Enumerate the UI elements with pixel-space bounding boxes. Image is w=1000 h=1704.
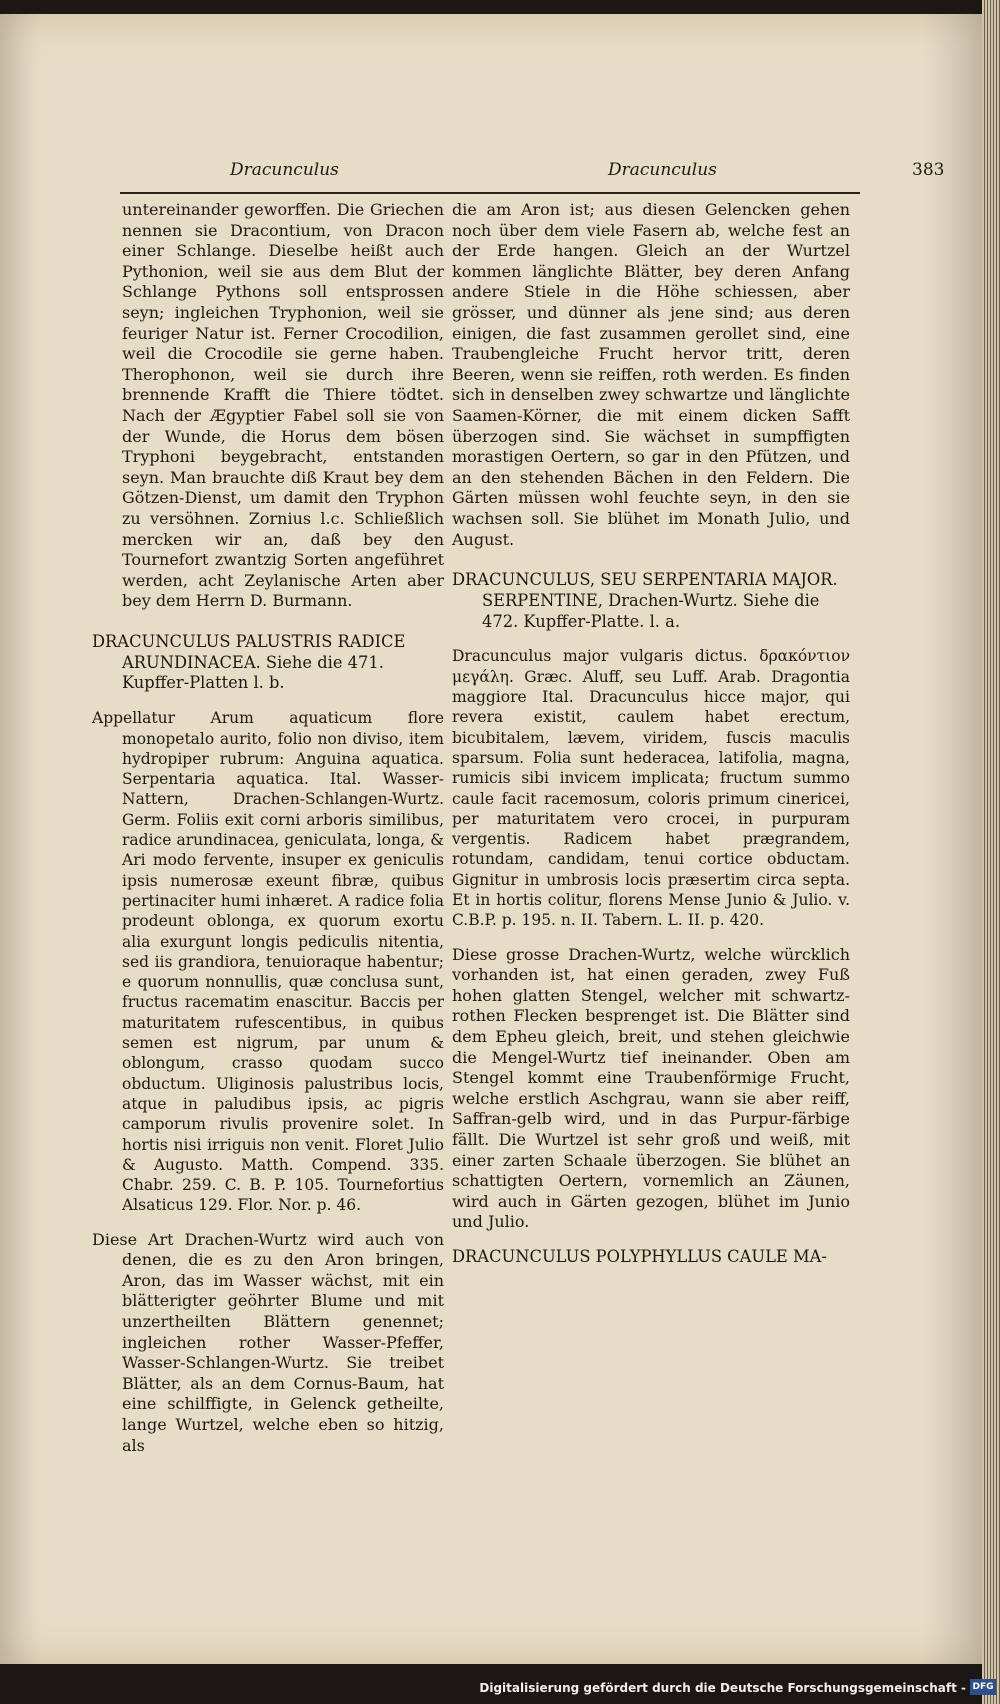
book-page: [0, 14, 982, 1664]
page-number: 383: [912, 160, 945, 180]
right-column: [452, 200, 850, 1268]
page-edge: [982, 0, 1000, 1704]
footer-credit: Digitalisierung gefördert durch die Deutsche Forschungsgemeinschaft -: [479, 1681, 966, 1695]
header-left-title: Dracunculus: [230, 160, 339, 180]
dfg-logo-icon: DFG: [970, 1679, 996, 1695]
left-continuation-text: untereinander geworffen. Die Griechen nennen sie Dracontium, von Dracon einer Schlange. Dieselbe heißt auch Pythonion, weil sie aus dem Blut der Schlange Pythons soll entsprossen seyn; ingleichen Tryphonion, weil sie feuriger Natur ist. Ferner Crocodilion, weil die Crocodile sie gerne haben. Therophonon, weil sie durch ihre brennende Krafft die Thiere tödtet. Nach der Ægyptier Fabel soll sie von der Wunde, die Horus dem bösen Tryphoni beygebracht, entstanden seyn. Man brauchte diß Kraut bey dem Götzen-Dienst, um damit den Tryphon zu versöhnen. Zornius l.c. Schließlich mercken wir an, daß bey den Tournefort zwantzig Sorten angeführet werden, acht Zeylanische Arten aber bey dem Herrn D. Burmann.: [122, 200, 444, 611]
header-rule: [120, 192, 860, 194]
left-latin-description: Appellatur Arum aquaticum flore monopetalo aurito, folio non diviso, item hydropiper rubrum: Anguina aquatica. Serpentaria aquatica. Ital. Wasser-Nattern, Drachen-Schlangen-Wurtz. Germ. Foliis exit corni arboris similibus, radice arundinacea, geniculata, longa, & Ari modo fervente, insuper ex geniculis ipsis numerosæ exeunt fibræ, quibus pertinaciter humi inhæret. A radice folia prodeunt oblonga, ex quorum exortu alia exurgunt longis pediculis nitentia, sed iis grandiora, tenuioraque habentur; e quorum nonnullis, quæ conclusa sunt, fructus racematim enascitur. Baccis per maturitatem rufescentibus, in quibus semen est nigrum, par unum & oblongum, crasso quodam succo obductum. Uliginosis palustribus locis, atque in paludibus ipsis, ac pigris camporum rivulis provenire solet. In hortis nisi irriguis non venit. Floret Julio & Augusto. Matth. Compend. 335. Chabr. 259. C. B. P. 105. Tournefortius Alsaticus 129. Flor. Nor. p. 46.: [92, 709, 444, 1215]
right-entry-heading: DRACUNCULUS, SEU SERPENTARIA MAJOR. SERPENTINE, Drachen-Wurtz. Siehe die 472. Kupffer-Platte. l. a.: [452, 570, 838, 631]
running-header: [0, 156, 982, 196]
right-latin-description: Dracunculus major vulgaris dictus. δρακόντιον μεγάλη. Græc. Aluff, seu Luff. Arab. Dragontia maggiore Ital. Dracunculus hicce major, qui revera existit, caulem habet erectum, bicubitalem, lævem, viridem, fuscis maculis sparsum. Folia sunt hederacea, latifolia, magna, rumicis sibi invicem implicata; fructum summo caule facit racemosum, coloris primum cinericei, per maturitatem vero crocei, in purpuram vergentis. Radicem habet prægrandem, rotundam, candidam, tenui cortice obductam. Gignitur in umbrosis locis præsertim circa septa. Et in hortis colitur, florens Mense Junio & Julio. v. C.B.P. p. 195. n. II. Tabern. L. II. p. 420.: [452, 647, 850, 930]
left-german-description: Diese Art Drachen-Wurtz wird auch von denen, die es zu den Aron bringen, Aron, das im Wasser wächst, mit ein blätterigter geöhrter Blume und mit unzertheilten Blättern genennet; ingleichen rother Wasser-Pfeffer, Wasser-Schlangen-Wurtz. Sie treibet Blätter, als an dem Cornus-Baum, hat eine schilffigte, in Gelenck getheilte, lange Wurtzel, welche eben so hitzig, als: [92, 1229, 444, 1455]
digitization-footer: [0, 1672, 1000, 1704]
right-continuation-text: die am Aron ist; aus diesen Gelencken gehen noch über dem viele Fasern ab, welche fest an der Erde hangen. Gleich an der Wurtzel kommen länglichte Blätter, bey deren Anfang andere Stiele in die Höhe schiessen, aber grösser, und dünner als jene sind; aus deren einigen, die fast zusammen gerollet sind, eine Traubengleiche Frucht hervor tritt, deren Beeren, wenn sie reiffen, roth werden. Es finden sich in denselben zwey schwartze und länglichte Saamen-Körner, die mit einem dicken Safft überzogen sind. Sie wächset in sumpffigten morastigen Oertern, so gar in den Pfützen, und an den stehenden Bächen in den Feldern. Die Gärten müssen wohl feuchte seyn, in den sie wachsen soll. Sie blühet im Monath Julio, und August.: [452, 200, 850, 549]
left-entry-heading: DRACUNCULUS PALUSTRIS RADICE ARUNDINACEA. Siehe die 471. Kupffer-Platten l. b.: [92, 631, 406, 693]
next-entry-heading: DRACUNCULUS POLYPHYLLUS CAULE MA-: [452, 1246, 827, 1266]
left-column: [92, 200, 444, 1456]
header-right-title: Dracunculus: [608, 160, 717, 180]
right-german-description: Diese grosse Drachen-Wurtz, welche würcklich vorhanden ist, hat einen geraden, zwey Fuß hohen glatten Stengel, welcher mit schwartz-rothen Flecken besprenget ist. Die Blätter sind dem Epheu gleich, breit, und stehen gleichwie die Mengel-Wurtz tief ineinander. Oben am Stengel kommt eine Traubenförmige Frucht, welche erstlich Aschgrau, wann sie aber reiff, Saffran-gelb wird, und in das Purpur-färbige fällt. Die Wurtzel ist sehr groß und weiß, mit einer zarten Schaale überzogen. Sie blühet an schattigten Oertern, vornemlich an Zäunen, wird auch in Gärten gezogen, blühet im Junio und Julio.: [452, 944, 850, 1232]
